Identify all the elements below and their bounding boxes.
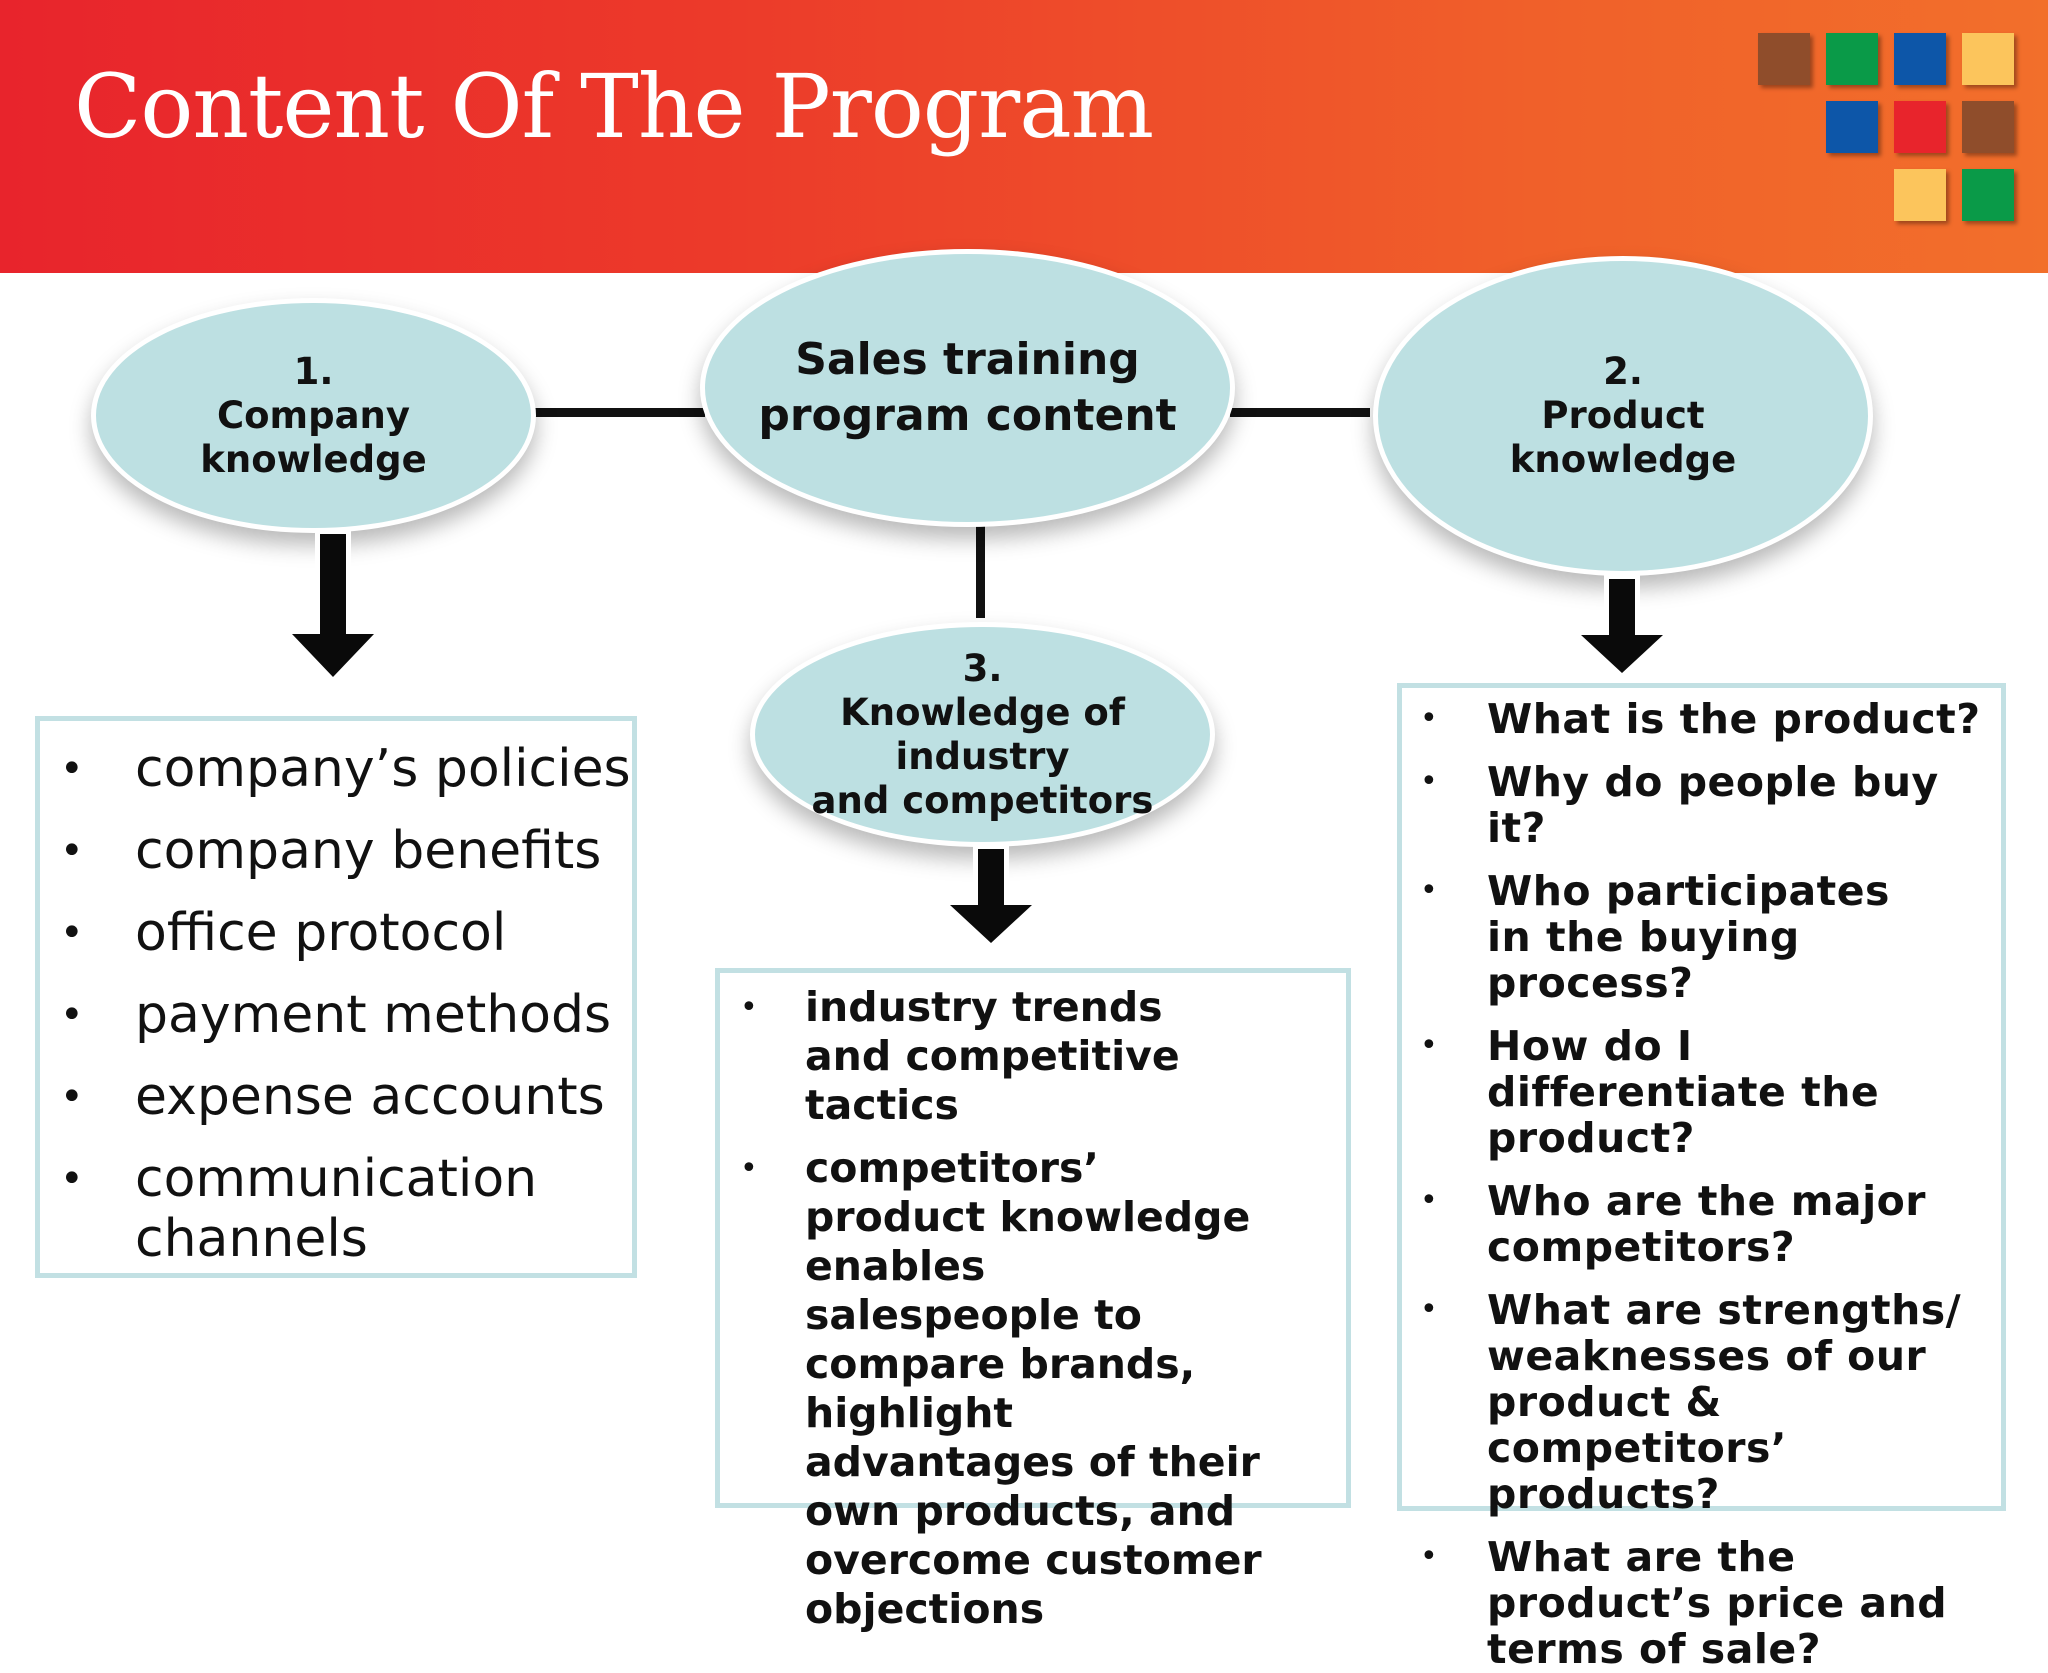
logo-square	[1962, 101, 2014, 153]
node-center	[700, 249, 1235, 527]
bullet-icon: •	[60, 992, 84, 1038]
logo-square	[1826, 101, 1878, 153]
bullet-icon: •	[1420, 873, 1439, 908]
list-item	[1402, 696, 2001, 742]
logo-square	[1894, 101, 1946, 153]
bullet-icon: •	[1420, 701, 1439, 736]
list-item-text: Why do people buy it?	[1487, 758, 1939, 852]
connector-left	[535, 408, 705, 417]
bullet-icon: •	[60, 746, 84, 792]
list-item	[40, 1067, 632, 1127]
list-item	[40, 1149, 538, 1269]
bullet-icon: •	[60, 910, 84, 956]
bullet-icon: •	[1420, 1028, 1439, 1063]
bullet-icon: •	[740, 1151, 758, 1186]
list-item-text: Who participates in the buying process?	[1487, 867, 1890, 1007]
bullet-icon: •	[60, 1074, 84, 1120]
node-company-line1: Company	[216, 393, 411, 437]
down-arrow-icon	[936, 845, 1046, 955]
list-item-text: office protocol	[135, 903, 507, 963]
industry-knowledge-box	[715, 968, 1351, 1633]
list-item-text: expense accounts	[135, 1067, 605, 1127]
node-company-number: 1.	[293, 349, 334, 393]
list-item-text: industry trends and competitive tactics	[805, 983, 1180, 1129]
bullet-icon: •	[60, 1156, 84, 1202]
list-item-text: competitors’ product knowledge enables salespeople to compare brands, highlight advantages of their own products, and overcome customer objections	[805, 1144, 1262, 1633]
node-product	[1373, 256, 1873, 576]
node-industry-number: 3.	[962, 646, 1003, 690]
node-center-line1: Sales training	[795, 334, 1140, 385]
bullet-icon: •	[1420, 1292, 1439, 1327]
list-item	[1402, 868, 1927, 1006]
list-item	[720, 983, 1235, 1130]
node-product-line2: knowledge	[1509, 438, 1737, 481]
logo-square	[1894, 33, 1946, 85]
bullet-icon: •	[60, 828, 84, 874]
logo-square	[1758, 33, 1810, 85]
list-item-text: What are the product’s price and terms of sale?	[1487, 1533, 1948, 1673]
list-item-text: payment methods	[135, 985, 612, 1045]
connector-right	[1230, 408, 1370, 417]
node-product-number: 2.	[1603, 350, 1643, 393]
list-item	[40, 985, 632, 1045]
slide-title: Content Of The Program	[74, 55, 1154, 158]
list-item	[720, 1144, 1265, 1634]
node-industry-line1: Knowledge of industry	[840, 690, 1125, 778]
node-industry-line2: and competitors	[811, 778, 1154, 822]
list-item	[40, 903, 632, 963]
logo-square	[1826, 33, 1878, 85]
node-industry	[750, 622, 1215, 847]
list-item	[1402, 1178, 1927, 1270]
list-item	[1402, 1287, 1987, 1517]
node-product-line1: Product	[1541, 394, 1705, 437]
down-arrow-icon	[278, 530, 388, 690]
list-item	[1402, 1023, 1947, 1161]
product-knowledge-box	[1397, 683, 2006, 1673]
list-item	[1402, 759, 2001, 851]
company-knowledge-list	[40, 739, 632, 1269]
logo-square	[1962, 169, 2014, 221]
down-arrow-icon	[1567, 575, 1677, 685]
list-item-text: What is the product?	[1487, 695, 1981, 743]
bullet-icon: •	[1420, 764, 1439, 799]
list-item-text: communication channels	[135, 1149, 538, 1269]
list-item-text: company benefits	[135, 821, 602, 881]
node-company	[91, 298, 536, 533]
list-item-text: What are strengths/ weaknesses of our product & competitors’ products?	[1487, 1286, 1962, 1518]
logo-square	[1962, 33, 2014, 85]
list-item-text: Who are the major competitors?	[1487, 1177, 1927, 1271]
logo-square	[1894, 169, 1946, 221]
bullet-icon: •	[740, 990, 758, 1025]
company-knowledge-box	[35, 716, 637, 1278]
list-item	[1402, 1534, 1987, 1672]
list-item	[40, 821, 632, 881]
product-knowledge-list	[1402, 696, 2001, 1672]
list-item	[40, 739, 632, 799]
list-item-text: How do I differentiate the product?	[1487, 1022, 1880, 1162]
industry-knowledge-list	[720, 983, 1346, 1634]
connector-down	[976, 523, 985, 618]
bullet-icon: •	[1420, 1183, 1439, 1218]
bullet-icon: •	[1420, 1539, 1439, 1574]
node-center-line2: program content	[758, 390, 1177, 441]
list-item-text: company’s policies	[135, 739, 631, 799]
node-company-line2: knowledge	[200, 437, 427, 481]
